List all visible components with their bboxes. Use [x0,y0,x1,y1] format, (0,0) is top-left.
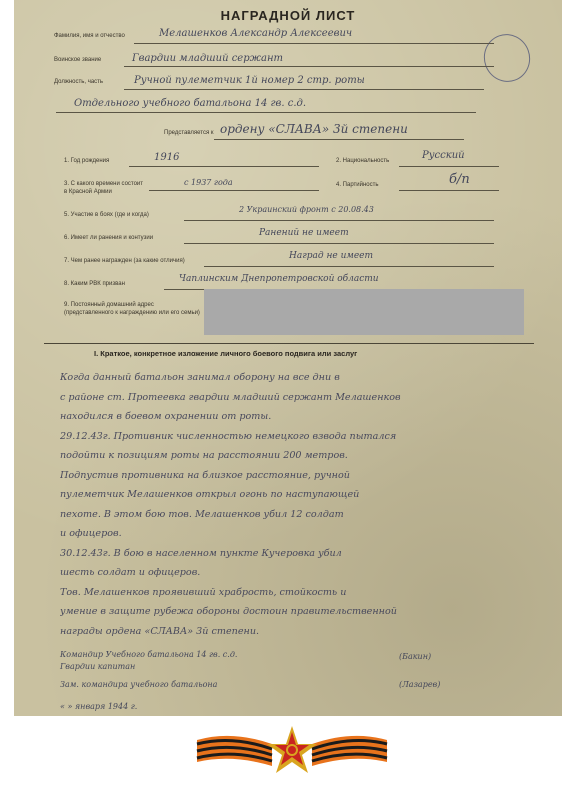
award-document [14,0,562,716]
wounds-underline [184,243,494,244]
battles-underline [184,220,494,221]
redacted-address-block [204,289,524,335]
narrative-line: пехоте. В этом бою тов. Мелашенков убил 12 солдат [60,508,344,520]
narrative-line: Когда данный батальон занимал оборону на все дни в [60,372,340,383]
birth-year-label: 1. Год рождения [64,158,110,164]
narrative-line: пулеметчик Мелашенков открыл огонь по наступающей [60,489,360,500]
handwritten-circle-mark [477,28,537,89]
narrative-line: Подпустив противника на близкое расстояние, ручной [60,469,350,481]
battles-label: 5. Участие в боях (где и когда) [64,212,149,218]
rank-label: Воинское звание [54,57,102,63]
wounds-label: 6. Имеет ли ранения и контузии [64,235,154,241]
position-value: Ручной пулеметчик 1й номер 2 стр. роты [134,75,365,86]
narrative-line: награды ордена «СЛАВА» 3й степени. [60,625,260,637]
surname-underline [134,43,494,44]
birth-year-value: 1916 [154,152,180,163]
deputy-title: Зам. командира учебного батальона [60,680,218,689]
nominated-value: ордену «СЛАВА» 3й степени [220,122,408,136]
nationality-label: 2. Национальность [336,158,390,164]
rank-underline [124,66,494,67]
party-value: б/п [449,172,470,187]
narrative-line: подойти к позициям роты на расстоянии 200 метров. [60,450,348,461]
section-title: I. Краткое, конкретное изложение личного боевого подвига или заслуг [94,349,358,358]
document-title: НАГРАДНОЙ ЛИСТ [220,8,356,23]
narrative-line: находился в боевом охранении от роты. [60,411,272,422]
rvk-label: 8. Каким РВК призван [64,281,125,287]
deputy-signature: (Лазарев) [399,680,441,689]
position-underline-2 [56,112,476,113]
surname-label: Фамилия, имя и отчество [54,33,125,39]
narrative-line: 30.12.43г. В бою в населенном пункте Кучеровка убил [60,547,342,559]
party-underline [399,190,499,191]
awards-underline [204,266,494,267]
army-since-label: 3. С какого времени состоит в Красной Армии [64,181,144,195]
position-underline [124,89,484,90]
narrative-line: Тов. Мелашенков проявивший храбрость, стойкость и [60,586,347,598]
commander-rank: Гвардии капитан [60,662,136,671]
nominated-underline [214,139,464,140]
section-divider [44,343,534,344]
narrative-line: с районе ст. Протеевка гвардии младший сержант Мелашенков [60,391,401,403]
wounds-value: Ранений не имеет [259,228,349,238]
document-date: « » января 1944 г. [60,702,138,711]
narrative-line: умение в защите рубежа обороны достоин правительственной [60,606,397,617]
ribbon-left [197,736,272,766]
nationality-underline [399,166,499,167]
birth-year-underline [129,166,319,167]
party-label: 4. Партийность [336,182,379,188]
army-since-value: с 1937 года [184,178,233,187]
nominated-label: Представляется к [164,130,214,136]
rvk-value: Чаплинским Днепропетровской области [179,274,379,284]
order-of-patriotic-war-icon [192,722,392,782]
commander-title: Командир Учебного батальона 14 гв. с.д. [60,650,238,659]
army-since-underline [149,190,319,191]
battles-value: 2 Украинский фронт с 20.08.43 [239,205,374,214]
position-label: Должность, часть [54,79,104,85]
address-label: 9. Постоянный домашний адрес (представленного к награждению или его семьи) [64,302,200,316]
order-star [267,726,317,773]
position-value-line2: Отдельного учебного батальона 14 гв. с.д. [74,98,307,109]
award-narrative [60,368,530,641]
rank-value: Гвардии младший сержант [132,53,284,64]
nationality-value: Русский [422,150,465,161]
surname-value: Мелашенков Александр Алексеевич [159,28,353,39]
commander-signature: (Бакин) [399,652,432,661]
awards-value: Наград не имеет [289,251,374,261]
awards-label: 7. Чем ранее награжден (за какие отличия) [64,258,185,264]
narrative-line: и офицеров. [60,528,122,539]
narrative-line: шесть солдат и офицеров. [60,567,201,578]
narrative-line: 29.12.43г. Противник численностью немецкого взвода пытался [60,430,397,442]
ribbon-right [312,736,387,766]
